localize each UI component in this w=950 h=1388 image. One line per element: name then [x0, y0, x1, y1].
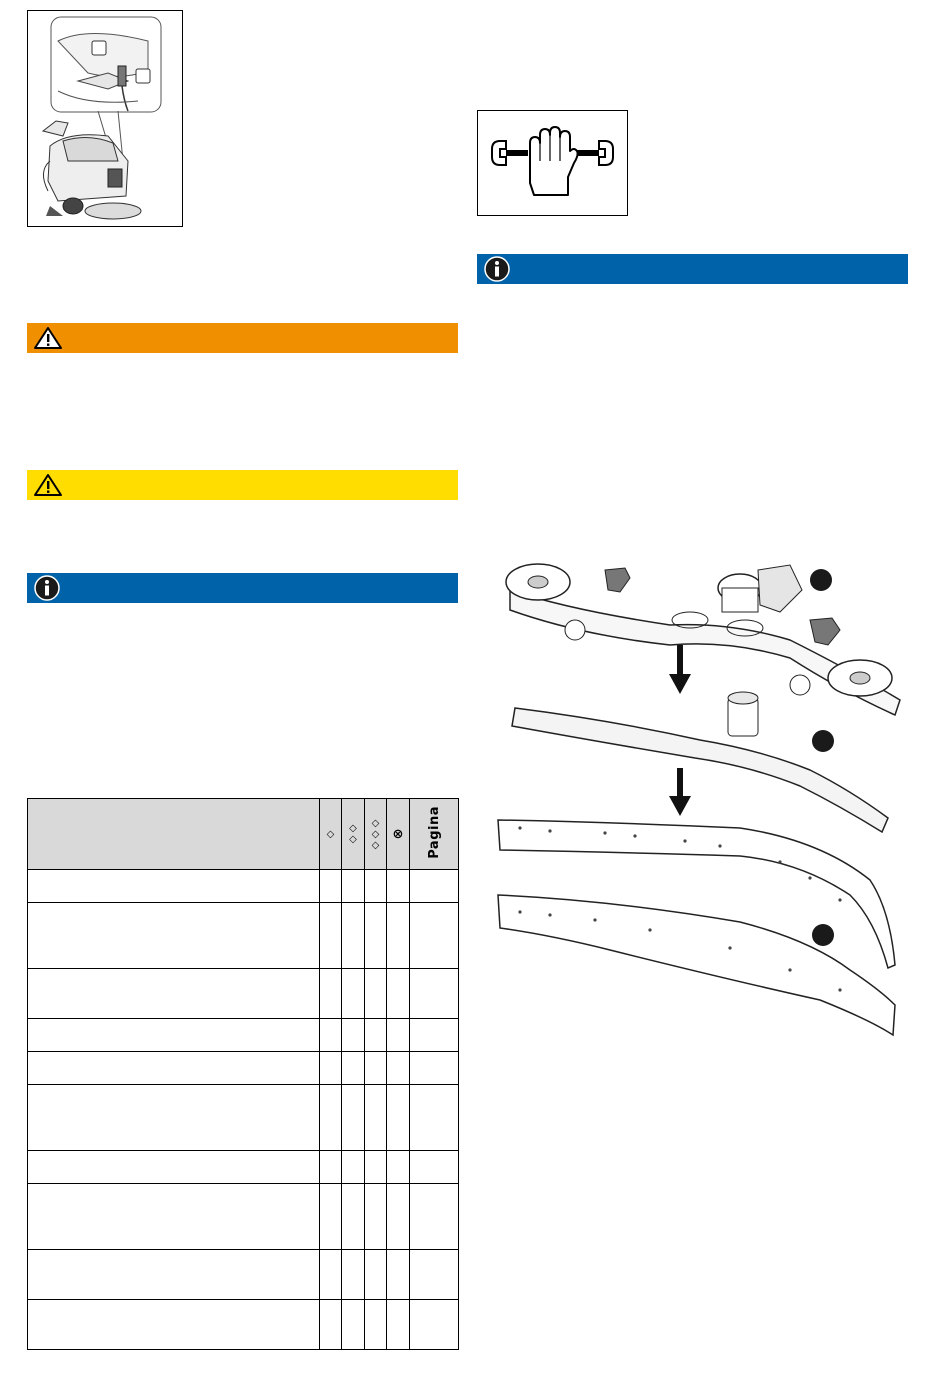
header-interval-1: ◇: [320, 799, 342, 870]
table-cell-interval: [342, 870, 365, 903]
table-cell-interval: [365, 1151, 387, 1184]
table-cell-page: [410, 1019, 459, 1052]
table-cell-description: [28, 1250, 320, 1300]
squeegee-exploded-figure: [490, 550, 910, 1050]
table-cell-description: [28, 1300, 320, 1350]
header-page: Pagina: [410, 799, 459, 870]
table-cell-page: [410, 870, 459, 903]
warning-triangle-icon: [33, 326, 63, 350]
warning-triangle-icon: [33, 473, 63, 497]
table-cell-page: [410, 1250, 459, 1300]
table-cell-interval: [387, 1300, 410, 1350]
table-cell-interval: [365, 1300, 387, 1350]
table-cell-description: [28, 1085, 320, 1151]
table-cell-page: [410, 1184, 459, 1250]
table-row: [28, 1151, 459, 1184]
table-cell-page: [410, 1300, 459, 1350]
table-cell-interval: [342, 1300, 365, 1350]
squeegee-exploded-illustration: [490, 550, 910, 1050]
table-cell-description: [28, 969, 320, 1019]
table-cell-interval: [365, 1250, 387, 1300]
table-cell-interval: [320, 1250, 342, 1300]
table-cell-interval: [320, 1300, 342, 1350]
callout-marker: [812, 924, 834, 946]
table-cell-interval: [342, 1019, 365, 1052]
table-cell-interval: [387, 1085, 410, 1151]
table-row: [28, 1300, 459, 1350]
table-cell-interval: [365, 969, 387, 1019]
info-icon: [483, 255, 511, 283]
header-description: [28, 799, 320, 870]
table-cell-page: [410, 1151, 459, 1184]
table-cell-page: [410, 1052, 459, 1085]
table-cell-description: [28, 870, 320, 903]
header-interval-4: ⊗: [387, 799, 410, 870]
table-cell-interval: [320, 1151, 342, 1184]
info-icon: [33, 574, 61, 602]
info-banner-right: [477, 254, 908, 284]
table-cell-description: [28, 1184, 320, 1250]
table-row: [28, 969, 459, 1019]
table-cell-description: [28, 903, 320, 969]
header-interval-3: ◇◇◇: [365, 799, 387, 870]
table-cell-interval: [342, 1151, 365, 1184]
table-cell-interval: [342, 1052, 365, 1085]
table-cell-page: [410, 903, 459, 969]
table-cell-interval: [365, 1184, 387, 1250]
table-cell-interval: [342, 1085, 365, 1151]
table-cell-interval: [365, 1085, 387, 1151]
wrench-hand-icon: [478, 111, 627, 215]
table-row: [28, 1052, 459, 1085]
table-cell-interval: [387, 903, 410, 969]
table-cell-interval: [387, 870, 410, 903]
table-row: [28, 870, 459, 903]
table-cell-interval: [342, 1184, 365, 1250]
table-cell-interval: [365, 1019, 387, 1052]
table-cell-interval: [320, 870, 342, 903]
table-cell-description: [28, 1052, 320, 1085]
table-cell-interval: [342, 969, 365, 1019]
table-cell-interval: [342, 1250, 365, 1300]
table-cell-description: [28, 1151, 320, 1184]
table-cell-interval: [320, 1052, 342, 1085]
warning-banner: [27, 323, 458, 353]
table-cell-interval: [320, 903, 342, 969]
table-cell-interval: [387, 1184, 410, 1250]
table-cell-page: [410, 969, 459, 1019]
table-row: [28, 903, 459, 969]
caution-banner: [27, 470, 458, 500]
callout-marker: [810, 569, 832, 591]
table-cell-interval: [365, 870, 387, 903]
table-header-row: [28, 799, 459, 870]
table-row: [28, 1019, 459, 1052]
table-cell-interval: [387, 1250, 410, 1300]
table-cell-page: [410, 1085, 459, 1151]
service-symbol-figure: [477, 110, 628, 216]
machine-detail-figure: [27, 10, 183, 227]
table-cell-interval: [387, 1052, 410, 1085]
header-interval-2: ◇◇: [342, 799, 365, 870]
table-cell-interval: [342, 903, 365, 969]
table-row: [28, 1184, 459, 1250]
table-cell-description: [28, 1019, 320, 1052]
info-banner-left: [27, 573, 458, 603]
table-cell-interval: [320, 969, 342, 1019]
maintenance-table: [27, 798, 459, 1350]
table-row: [28, 1085, 459, 1151]
callout-marker: [812, 730, 834, 752]
table-cell-interval: [365, 1052, 387, 1085]
table-cell-interval: [365, 903, 387, 969]
table-row: [28, 1250, 459, 1300]
table-cell-interval: [387, 969, 410, 1019]
table-cell-interval: [320, 1184, 342, 1250]
machine-connector-illustration: [28, 11, 182, 226]
table-cell-interval: [320, 1085, 342, 1151]
table-cell-interval: [387, 1019, 410, 1052]
table-cell-interval: [320, 1019, 342, 1052]
table-cell-interval: [387, 1151, 410, 1184]
